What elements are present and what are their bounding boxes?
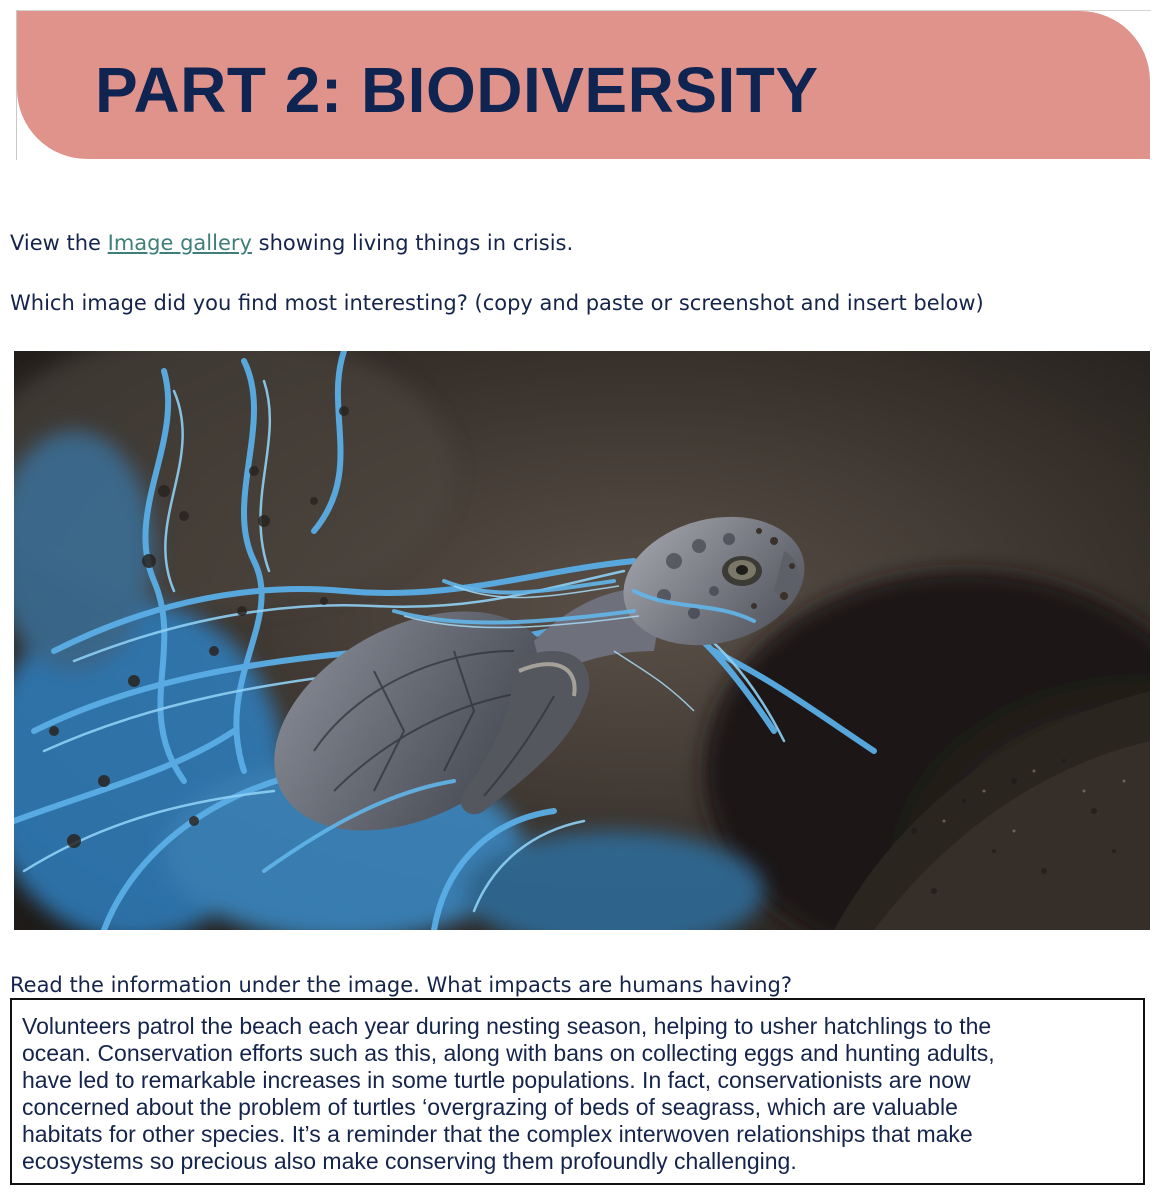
image-question: Which image did you find most interesting? (copy and paste or screenshot and insert below) — [10, 291, 984, 315]
gallery-instruction-prefix: View the — [10, 231, 108, 255]
answer-line: have led to remarkable increases in some turtle populations. In fact, conservationists are now — [22, 1067, 971, 1093]
header-banner — [17, 11, 1150, 159]
answer-text — [22, 1013, 1134, 1175]
page-title: PART 2: BIODIVERSITY — [95, 54, 819, 126]
turtle-photo — [14, 351, 1150, 930]
turtle-photo-illustration — [14, 351, 1150, 930]
answer-text-box[interactable] — [10, 998, 1145, 1185]
answer-line: ecosystems so precious also make conserving them profoundly challenging. — [22, 1148, 797, 1174]
answer-line: habitats for other species. It’s a reminder that the complex interwoven relationships that make — [22, 1121, 973, 1147]
answer-line: Volunteers patrol the beach each year during nesting season, helping to usher hatchlings to the — [22, 1013, 992, 1039]
image-gallery-link[interactable]: Image gallery — [107, 231, 252, 255]
answer-line: ocean. Conservation efforts such as this, along with bans on collecting eggs and hunting adults, — [22, 1040, 995, 1066]
gallery-instruction-suffix: showing living things in crisis. — [251, 231, 574, 255]
impact-question: Read the information under the image. What impacts are humans having? — [10, 973, 793, 997]
gallery-instruction — [10, 230, 573, 256]
answer-line: concerned about the problem of turtles ‘overgrazing of beds of seagrass, which are valuable — [22, 1094, 958, 1120]
